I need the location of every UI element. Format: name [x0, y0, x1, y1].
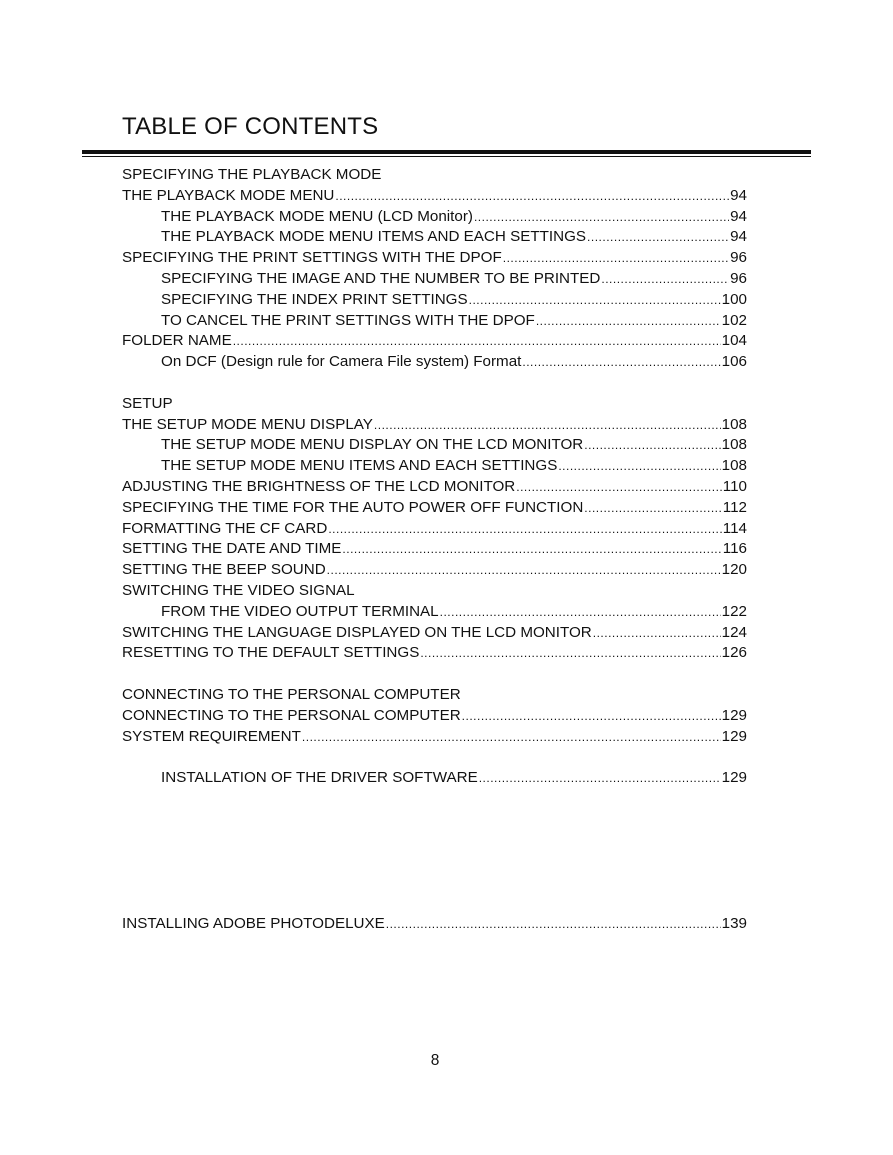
toc-entry-label: SETTING THE DATE AND TIME — [122, 540, 342, 558]
dot-leader — [558, 459, 720, 473]
dot-leader — [302, 730, 721, 744]
toc-entry-page: 114 — [722, 519, 747, 537]
spacer — [122, 748, 747, 769]
toc-entry-label: THE SETUP MODE MENU DISPLAY — [122, 415, 373, 433]
spacer — [122, 790, 747, 915]
toc-entry — [122, 561, 747, 582]
dot-leader — [328, 522, 721, 536]
spacer — [122, 374, 747, 395]
toc-entry — [122, 312, 747, 333]
toc-entry — [122, 416, 747, 437]
toc-entry-page: 94 — [730, 207, 747, 225]
toc-entry — [122, 728, 747, 749]
dot-leader — [327, 563, 721, 577]
toc-entry-page: 108 — [721, 415, 747, 433]
toc-entry-page: 106 — [721, 353, 747, 371]
toc-entry-page: 100 — [721, 290, 747, 308]
toc-entry — [122, 582, 747, 603]
toc-entry-label: THE SETUP MODE MENU DISPLAY ON THE LCD MONITOR — [161, 436, 584, 454]
section-heading — [122, 395, 747, 416]
dot-leader — [386, 917, 721, 931]
toc-entry-page: 108 — [721, 457, 747, 475]
toc-entry-label: FROM THE VIDEO OUTPUT TERMINAL — [161, 602, 439, 620]
section-heading — [122, 166, 747, 187]
toc-entry-page: 129 — [721, 727, 747, 745]
toc-entry — [122, 540, 747, 561]
page-number: 8 — [430, 1052, 440, 1069]
toc-entry-label: THE SETUP MODE MENU ITEMS AND EACH SETTINGS — [161, 457, 558, 475]
dot-leader — [479, 771, 721, 785]
toc-entry-page: 112 — [722, 498, 747, 516]
dot-leader — [420, 646, 720, 660]
toc-entry-page: 139 — [721, 914, 747, 932]
toc-entry-page: 120 — [721, 561, 747, 579]
toc-entry-label: SPECIFYING THE TIME FOR THE AUTO POWER OFF FUNCTION — [122, 498, 584, 516]
toc-entry — [122, 499, 747, 520]
toc-entry-label: THE PLAYBACK MODE MENU — [122, 186, 335, 204]
toc-entry — [122, 332, 747, 353]
dot-leader — [516, 480, 722, 494]
toc-entry-page: 116 — [722, 540, 747, 558]
toc-entry-label: SPECIFYING THE INDEX PRINT SETTINGS — [161, 290, 468, 308]
dot-leader — [601, 272, 729, 286]
toc-entry-label: INSTALLING ADOBE PHOTODELUXE — [122, 914, 385, 932]
dot-leader — [440, 605, 721, 619]
dot-leader — [536, 314, 721, 328]
toc-entry-label: RESETTING TO THE DEFAULT SETTINGS — [122, 644, 420, 662]
section-heading-label: CONNECTING TO THE PERSONAL COMPUTER — [122, 685, 461, 703]
toc-entry — [122, 707, 747, 728]
toc-entry — [122, 769, 747, 790]
toc-entry — [122, 520, 747, 541]
toc-entry-page: 129 — [721, 769, 747, 787]
dot-leader — [584, 501, 721, 515]
dot-leader — [374, 418, 721, 432]
toc-entry-label: ADJUSTING THE BRIGHTNESS OF THE LCD MONITOR — [122, 477, 516, 495]
toc-entry-page: 104 — [721, 332, 747, 350]
toc-entry — [122, 353, 747, 374]
dot-leader — [335, 189, 729, 203]
toc-entry-label: THE PLAYBACK MODE MENU ITEMS AND EACH SETTINGS — [161, 228, 587, 246]
toc-entry-page: 122 — [721, 602, 747, 620]
toc-entry — [122, 228, 747, 249]
toc-entry — [122, 436, 747, 457]
dot-leader — [342, 542, 721, 556]
toc-entry-final — [122, 915, 747, 936]
toc-entry-page: 96 — [730, 269, 747, 287]
toc-entry-page: 110 — [722, 477, 747, 495]
toc-entry — [122, 644, 747, 665]
toc-entry-label: SYSTEM REQUIREMENT — [122, 727, 301, 745]
toc-entry-page: 129 — [721, 706, 747, 724]
toc-entry-page: 94 — [730, 228, 747, 246]
toc-entry-page: 94 — [730, 186, 747, 204]
toc-entry — [122, 624, 747, 645]
toc-entry-label: On DCF (Design rule for Camera File system) Format — [161, 353, 522, 371]
toc-entry — [122, 478, 747, 499]
dot-leader — [474, 210, 729, 224]
dot-leader — [503, 251, 729, 265]
dot-leader — [584, 438, 720, 452]
toc-entry-label: THE PLAYBACK MODE MENU (LCD Monitor) — [161, 207, 473, 225]
title-rule-thin — [82, 156, 811, 157]
table-of-contents — [122, 166, 747, 936]
dot-leader — [469, 293, 721, 307]
page-title: TABLE OF CONTENTS — [122, 113, 379, 140]
section-heading — [122, 686, 747, 707]
toc-entry-page: 108 — [721, 436, 747, 454]
section-heading-label: SETUP — [122, 394, 173, 412]
toc-entry-page: 96 — [730, 249, 747, 267]
toc-entry-page: 124 — [721, 623, 747, 641]
toc-entry-label: CONNECTING TO THE PERSONAL COMPUTER — [122, 706, 461, 724]
toc-entry — [122, 187, 747, 208]
toc-entry-label: FORMATTING THE CF CARD — [122, 519, 328, 537]
toc-entry-label: SETTING THE BEEP SOUND — [122, 561, 326, 579]
toc-entry — [122, 457, 747, 478]
toc-entry-label: FOLDER NAME — [122, 332, 232, 350]
title-rule-thick — [82, 150, 811, 154]
toc-entry-page: 102 — [721, 311, 747, 329]
toc-entry-label: INSTALLATION OF THE DRIVER SOFTWARE — [161, 769, 478, 787]
dot-leader — [587, 230, 729, 244]
toc-entry-label: SWITCHING THE VIDEO SIGNAL — [122, 581, 355, 599]
toc-entry-label: TO CANCEL THE PRINT SETTINGS WITH THE DPOF — [161, 311, 535, 329]
toc-entry-label: SWITCHING THE LANGUAGE DISPLAYED ON THE LCD MONITOR — [122, 623, 592, 641]
toc-entry — [122, 249, 747, 270]
toc-entry — [122, 603, 747, 624]
toc-entry-label: SPECIFYING THE PRINT SETTINGS WITH THE DPOF — [122, 249, 502, 267]
toc-entry-label: SPECIFYING THE IMAGE AND THE NUMBER TO BE PRINTED — [161, 269, 601, 287]
dot-leader — [593, 626, 721, 640]
spacer — [122, 665, 747, 686]
toc-entry — [122, 208, 747, 229]
dot-leader — [233, 334, 721, 348]
toc-entry — [122, 270, 747, 291]
dot-leader — [522, 355, 720, 369]
dot-leader — [462, 709, 721, 723]
toc-entry — [122, 291, 747, 312]
section-heading-label: SPECIFYING THE PLAYBACK MODE — [122, 166, 382, 183]
toc-entry-page: 126 — [721, 644, 747, 662]
